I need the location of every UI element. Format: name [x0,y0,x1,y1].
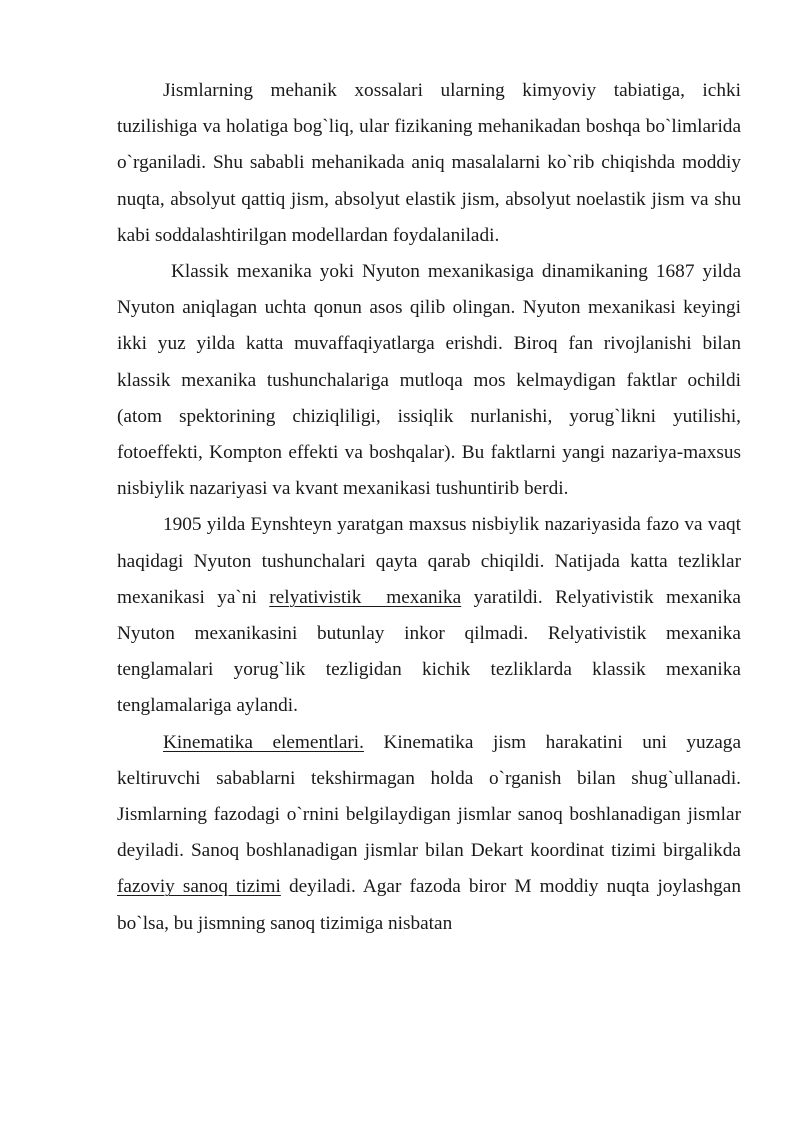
paragraph-kinematics [117,725,741,942]
text-segment: Klassik mexanika yoki Nyuton mexanikasiga dinamikaning 1687 yilda Nyuton aniqlagan uchta qonun asos qilib olingan. Nyuton mexanikasi keyingi ikki yuz yilda katta muvaffaqiyatlarga erishdi. Biroq fan rivojlanishi bilan klassik mexanika tushunchalariga mutloqa mos kelmaydigan faktlar ochildi (atom spektorining chiziqliligi, issiqlik nurlanishi, yorug`likni yutilishi, fotoeffekti, Kompton effekti va boshqalar). Bu faktlarni yangi nazariya-maxsus nisbiylik nazariyasi va kvant mexanikasi tushuntirib berdi. [117,261,741,500]
text-segment: Kinematika jism harakatini uni yuzaga keltiruvchi sabablarni tekshirmagan holda o`rganish bilan shug`ullanadi. Jismlarning fazodagi o`rnini belgilaydigan jismlar sanoq boshlanadigan jismlar deyiladi. Sanoq boshlanadigan jismlar bilan Dekart koordinat tizimi birgalikda [117,731,741,862]
document-body [117,73,741,942]
text-segment: Jismlarning mehanik xossalari ularning kimyoviy tabiatiga, ichki tuzilishiga va holatiga bog`liq, ular fizikaning mehanikadan boshqa bo`limlarida o`rganiladi. Shu sababli mehanikada aniq masalalarni ko`rib chiqishda moddiy nuqta, absolyut qattiq jism, absolyut elastik jism, absolyut noelastik jism va shu kabi soddalashtirilgan modellardan foydalaniladi. [117,80,741,246]
paragraph-classical-mechanics [117,254,741,507]
paragraph-relativistic-mechanics [117,507,741,724]
text-segment: yaratildi. Relyativistik mexanika Nyuton mexanikasini butunlay inkor qilmadi. Relyativistik mexanika tenglamalari yorug`lik tezligidan kichik tezliklarda klassik mexanika tenglamalariga aylandi. [117,586,741,717]
underlined-term-spatial-reference-system: fazoviy sanoq tizimi [117,876,281,898]
text-segment: deyiladi. Agar fazoda biror M moddiy nuqta joylashgan bo`lsa, bu jismning sanoq tizimiga nisbatan [117,876,741,934]
underlined-term-relativistic-mechanics: relyativistik mexanika [269,586,462,608]
underlined-heading-kinematics-elements: Kinematika elementlari. [163,731,364,753]
paragraph-mechanical-properties [117,73,741,254]
text-segment: 1905 yilda Eynshteyn yaratgan maxsus nisbiylik nazariyasida fazo va vaqt haqidagi Nyuton tushunchalari qayta qarab chiqildi. Natijada katta tezliklar mexanikasi ya`ni [117,514,741,608]
